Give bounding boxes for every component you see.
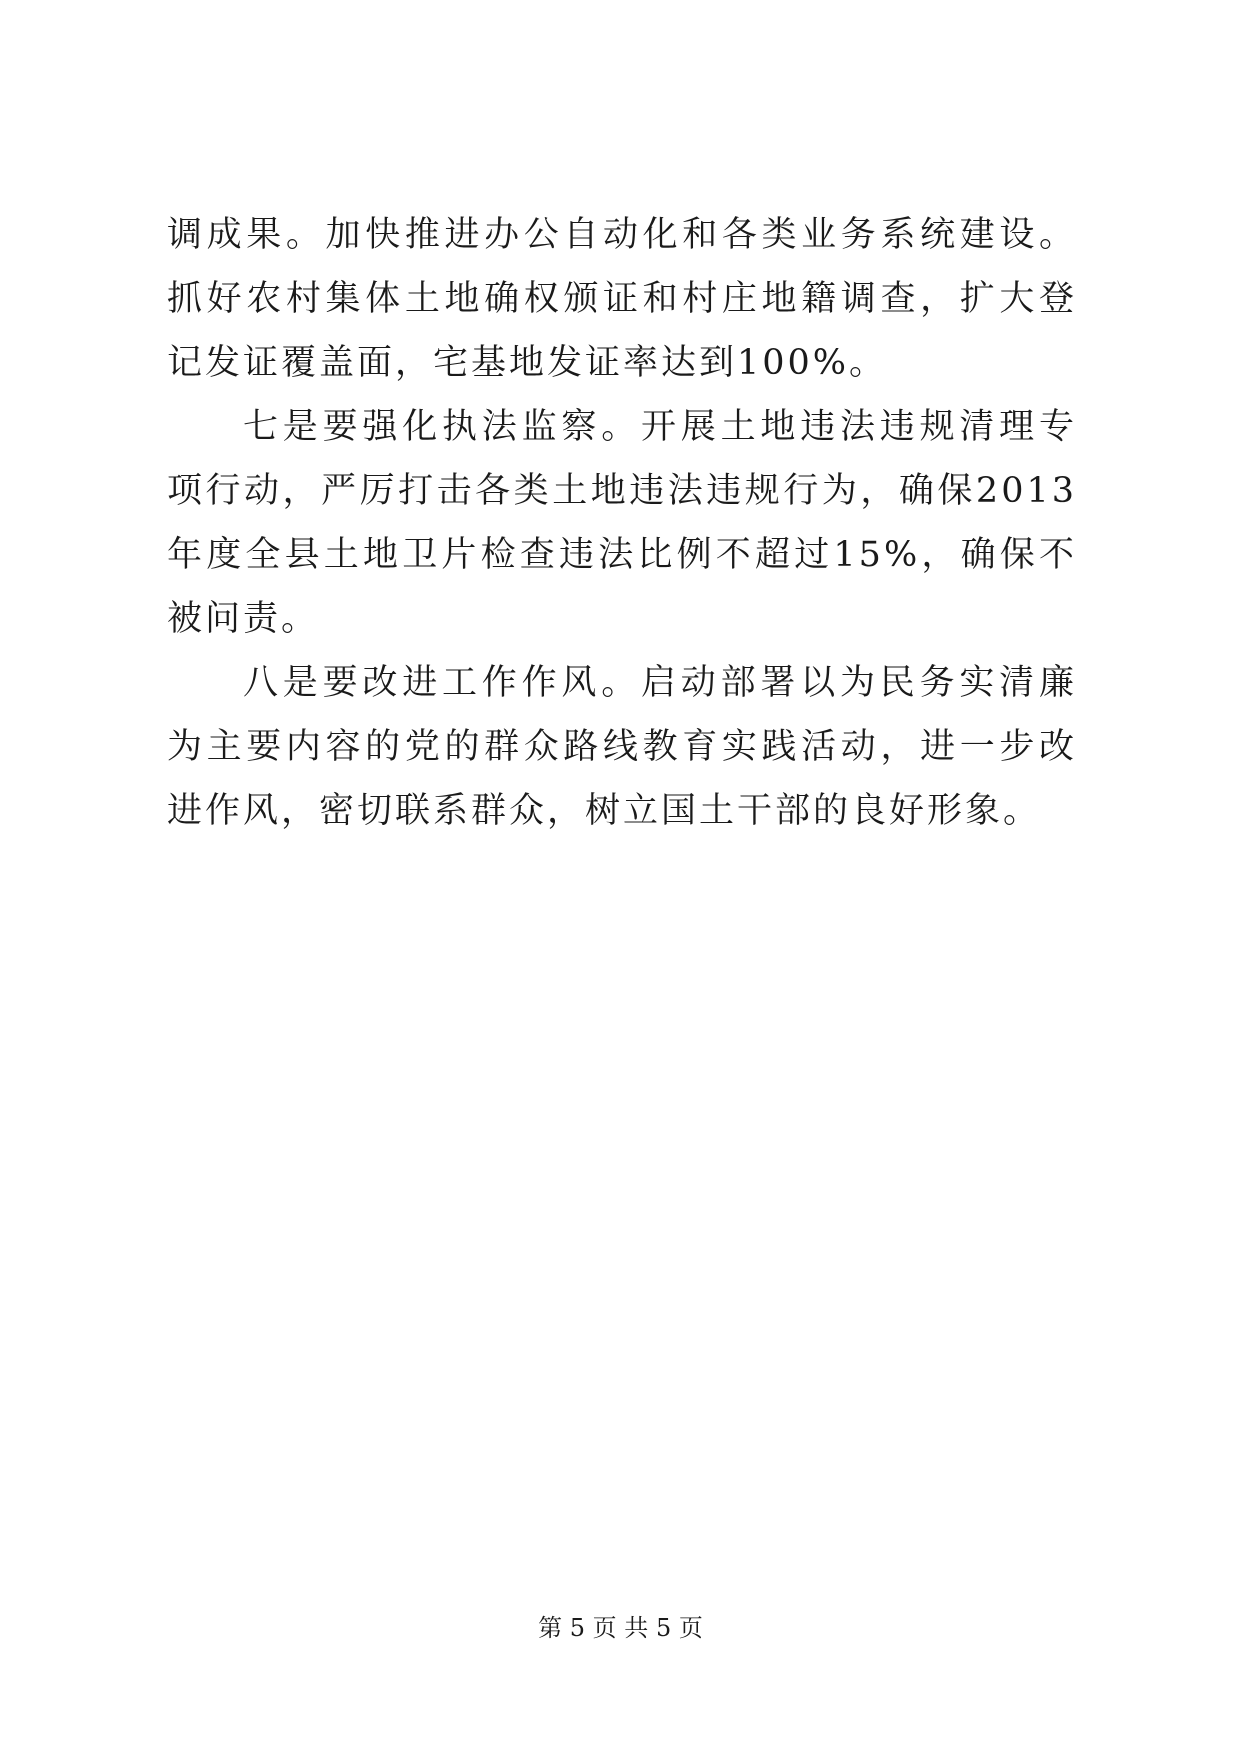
document-body	[167, 203, 1077, 843]
paragraph-law-enforcement: 七是要强化执法监察。开展土地违法违规清理专项行动，严厉打击各类土地违法违规行为，确保2013年度全县土地卫片检查违法比例不超过15%，确保不被问责。	[167, 407, 1077, 639]
paragraph-work-style: 八是要改进工作作风。启动部署以为民务实清廉为主要内容的党的群众路线教育实践活动，进一步改进作风，密切联系群众，树立国土干部的良好形象。	[167, 663, 1077, 831]
page-number-footer: 第 5 页 共 5 页	[538, 1614, 703, 1642]
paragraph-continuation: 调成果。加快推进办公自动化和各类业务系统建设。抓好农村集体土地确权颁证和村庄地籍调查，扩大登记发证覆盖面，宅基地发证率达到100%。	[167, 215, 1077, 383]
